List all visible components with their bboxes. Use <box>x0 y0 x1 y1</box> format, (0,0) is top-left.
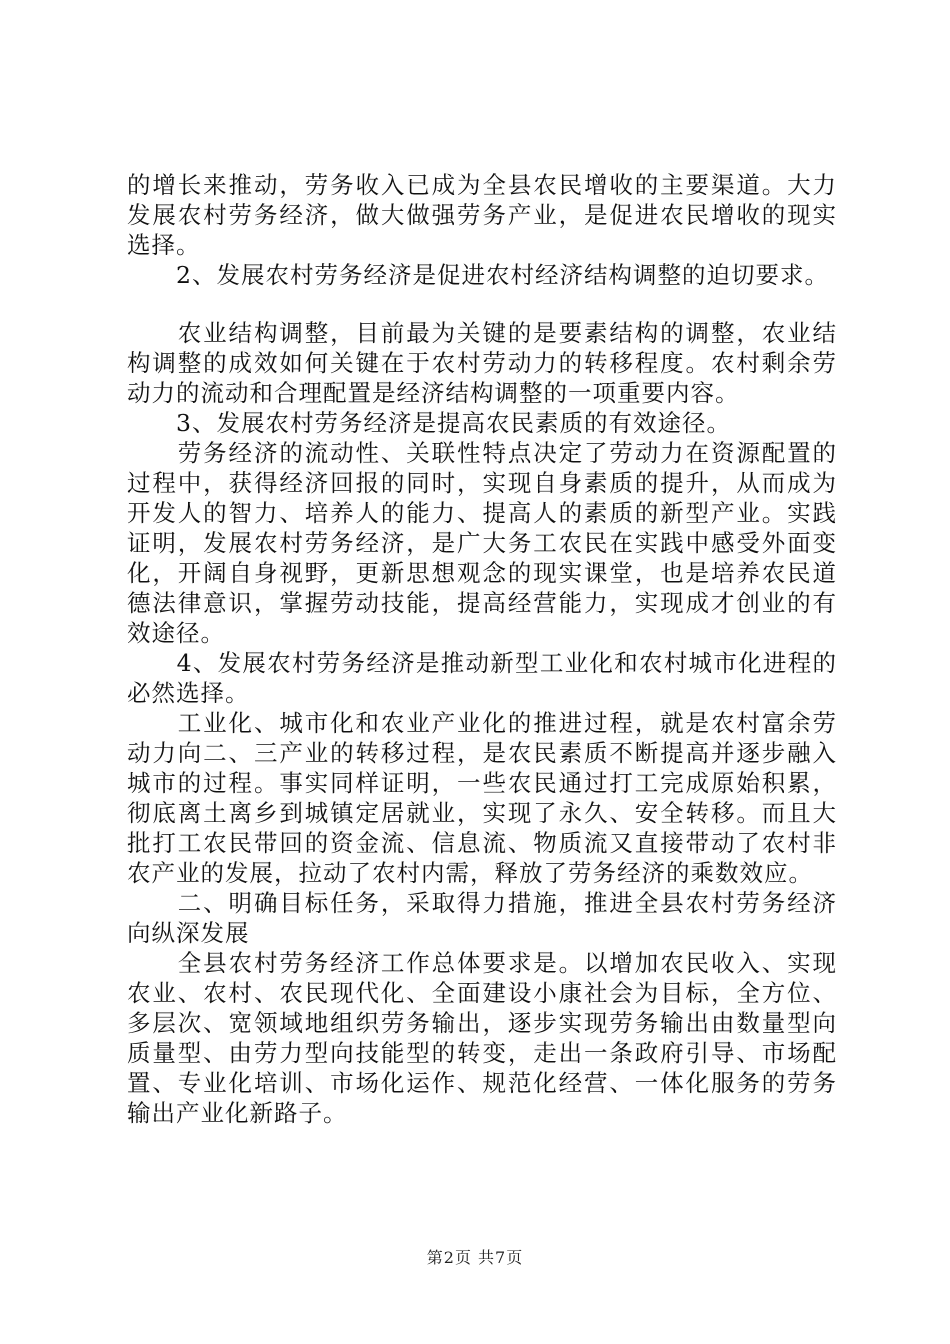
section-heading-3: 3、发展农村劳务经济是提高农民素质的有效途径。 <box>127 409 731 437</box>
paragraph-overall-requirements: 全县农村劳务经济工作总体要求是。以增加农民收入、实现农业、农村、农民现代化、全面建设小康社会为目标，全方位、多层次、宽领域地组织劳务输出，逐步实现劳务输出由数量型向质量型、由劳力型向技能型的转变，走出一条政府引导、市场配置、专业化培训、市场化运作、规范化经营、一体化服务的劳务输出产业化新路子。 <box>127 949 837 1127</box>
section-heading-part-two: 二、明确目标任务，采取得力措施，推进全县农村劳务经济向纵深发展 <box>127 889 837 947</box>
paragraph-industrialization: 工业化、城市化和农业产业化的推进过程，就是农村富余劳动力向二、三产业的转移过程，是农民素质不断提高并逐步融入城市的过程。事实同样证明，一些农民通过打工完成原始积累，彻底离土离乡到城镇定居就业，实现了永久、安全转移。而且大批打工农民带回的资金流、信息流、物质流又直接带动了农村非农产业的发展，拉动了农村内需，释放了劳务经济的乘数效应。 <box>127 709 837 887</box>
section-heading-2: 2、发展农村劳务经济是促进农村经济结构调整的迫切要求。 <box>127 261 829 289</box>
paragraph-continuation: 的增长来推动，劳务收入已成为全县农民增收的主要渠道。大力发展农村劳务经济，做大做强劳务产业，是促进农民增收的现实选择。 <box>127 171 837 259</box>
paragraph-farmer-quality: 劳务经济的流动性、关联性特点决定了劳动力在资源配置的过程中，获得经济回报的同时，实现自身素质的提升，从而成为开发人的智力、培养人的能力、提高人的素质的新型产业。实践证明，发展农村劳务经济，是广大务工农民在实践中感受外面变化，开阔自身视野，更新思想观念的现实课堂，也是培养农民道德法律意识，掌握劳动技能，提高经营能力，实现成才创业的有效途径。 <box>127 439 837 647</box>
document-body <box>127 170 837 1128</box>
page-number-footer: 第2页 共7页 <box>426 1248 524 1267</box>
paragraph-structure-adjustment: 农业结构调整，目前最为关键的是要素结构的调整，农业结构调整的成效如何关键在于农村劳动力的转移程度。农村剩余劳动力的流动和合理配置是经济结构调整的一项重要内容。 <box>127 319 837 407</box>
section-heading-4: 4、发展农村劳务经济是推动新型工业化和农村城市化进程的必然选择。 <box>127 649 837 707</box>
